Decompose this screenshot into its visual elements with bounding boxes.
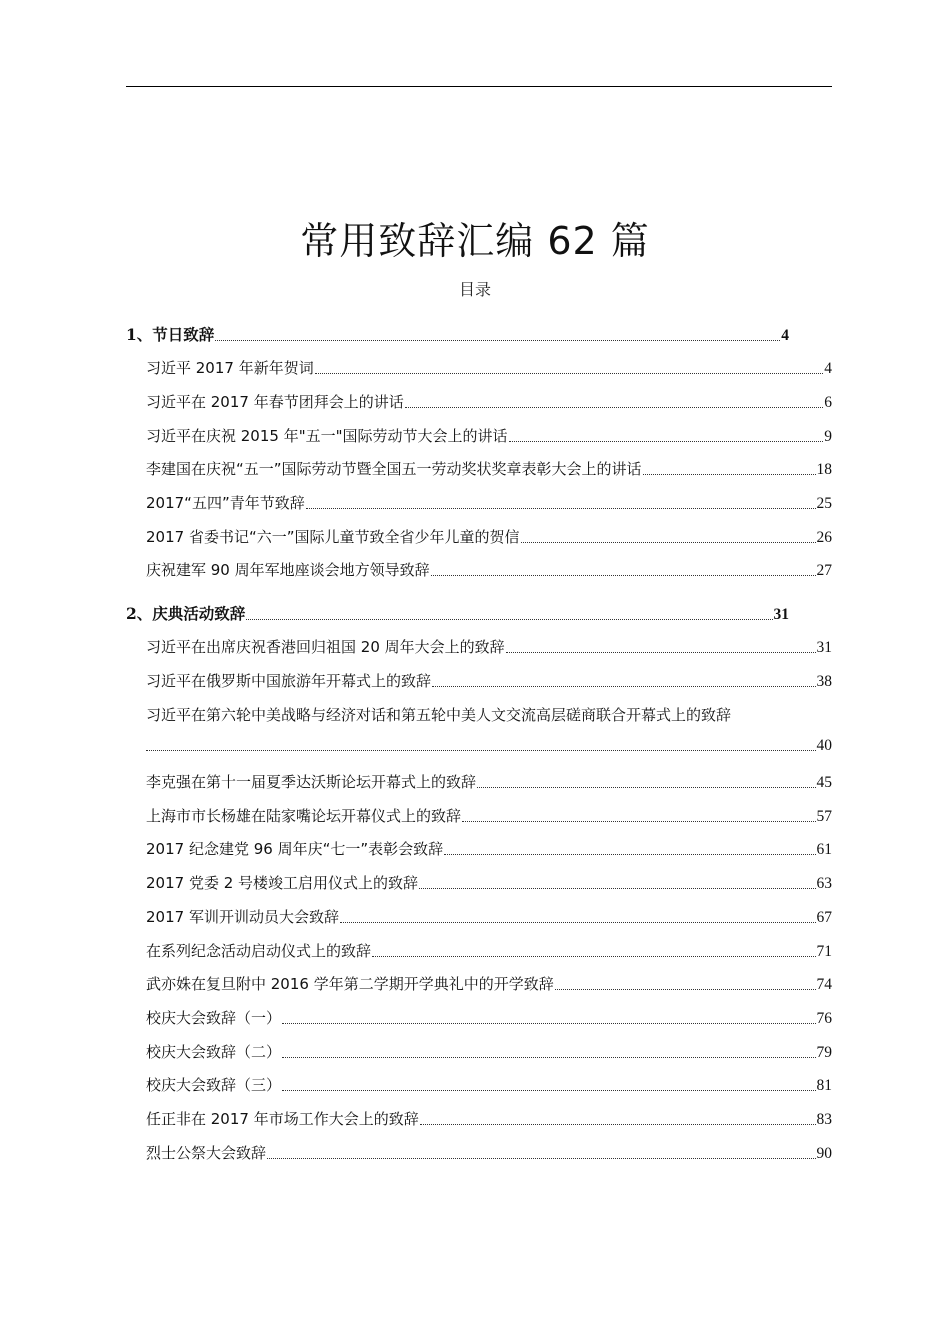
leader-dots xyxy=(509,441,824,442)
toc-page-number: 79 xyxy=(816,1044,832,1061)
toc-entry[interactable] xyxy=(146,492,832,513)
toc-entry-label: 2017 军训开训动员大会致辞 xyxy=(146,908,339,926)
toc-heading: 目录 xyxy=(458,280,491,299)
toc-entry[interactable] xyxy=(146,771,832,792)
toc-entry-label: 习近平 2017 年新年贺词 xyxy=(146,359,314,377)
toc-entry[interactable] xyxy=(146,458,832,479)
toc-page-number: 4 xyxy=(781,327,789,344)
toc-entry-label[interactable]: 习近平在第六轮中美战略与经济对话和第五轮中美人文交流高层磋商联合开幕式上的致辞 xyxy=(146,706,732,724)
toc-entry-label: 2017 纪念建党 96 周年庆“七一”表彰会致辞 xyxy=(146,840,444,858)
header-rule xyxy=(126,86,832,87)
toc-entry-label: 李克强在第十一届夏季达沃斯论坛开幕式上的致辞 xyxy=(146,773,477,791)
leader-dots xyxy=(431,575,816,576)
toc-page-number: 76 xyxy=(816,1010,832,1027)
leader-dots xyxy=(420,1124,816,1125)
document-title: 常用致辞汇编 62 篇 xyxy=(300,219,650,263)
toc-entry[interactable] xyxy=(146,425,832,446)
toc-page-number: 67 xyxy=(816,909,832,926)
toc-page-number: 61 xyxy=(816,841,832,858)
leader-dots xyxy=(521,542,816,543)
toc-entry[interactable] xyxy=(146,1074,832,1095)
toc-entry-label: 校庆大会致辞（二） xyxy=(146,1043,282,1061)
toc-entry-label: 上海市市长杨雄在陆家嘴论坛开幕仪式上的致辞 xyxy=(146,807,462,825)
toc-entry-label: 校庆大会致辞（一） xyxy=(146,1009,282,1027)
toc-page-number: 31 xyxy=(773,606,789,623)
toc-page-number: 57 xyxy=(816,808,832,825)
toc-entry[interactable] xyxy=(146,838,832,859)
toc-section-label: 2、庆典活动致辞 xyxy=(126,604,246,623)
toc-entry-continuation[interactable] xyxy=(146,737,832,755)
toc-page-number: 71 xyxy=(816,943,832,960)
toc-entry[interactable] xyxy=(146,391,832,412)
toc-entry[interactable] xyxy=(146,872,832,893)
toc-entry[interactable] xyxy=(146,1007,832,1028)
leader-dots xyxy=(405,407,824,408)
toc-entry[interactable] xyxy=(146,973,832,994)
toc-entry[interactable] xyxy=(146,1142,832,1163)
toc-page-number: 74 xyxy=(816,976,832,993)
leader-dots xyxy=(215,340,780,341)
toc-page-number: 31 xyxy=(816,639,832,656)
toc-entry-label: 习近平在庆祝 2015 年"五一"国际劳动节大会上的讲话 xyxy=(146,427,508,445)
toc-page-number: 27 xyxy=(816,562,832,579)
toc-entry[interactable] xyxy=(146,1108,832,1129)
toc-entry[interactable] xyxy=(146,526,832,547)
leader-dots xyxy=(246,619,772,620)
toc-entry-label: 武亦姝在复旦附中 2016 学年第二学期开学典礼中的开学致辞 xyxy=(146,975,554,993)
leader-dots xyxy=(146,750,816,751)
leader-dots xyxy=(462,821,815,822)
toc-entry[interactable] xyxy=(146,357,832,378)
toc-page-number: 90 xyxy=(816,1145,832,1162)
leader-dots xyxy=(306,508,816,509)
leader-dots xyxy=(267,1158,815,1159)
toc-entry[interactable] xyxy=(146,1041,832,1062)
leader-dots xyxy=(419,888,815,889)
toc-entry[interactable] xyxy=(146,940,832,961)
toc-page-number: 63 xyxy=(816,875,832,892)
toc-section-1[interactable] xyxy=(126,323,789,345)
toc-page-number: 40 xyxy=(816,737,832,754)
toc-page-number: 26 xyxy=(816,529,832,546)
toc-entry-label: 在系列纪念活动启动仪式上的致辞 xyxy=(146,942,372,960)
leader-dots xyxy=(506,652,816,653)
toc-entry-label: 任正非在 2017 年市场工作大会上的致辞 xyxy=(146,1110,419,1128)
leader-dots xyxy=(282,1023,815,1024)
toc-section-label: 1、节日致辞 xyxy=(126,325,215,344)
toc-page-number: 38 xyxy=(816,673,832,690)
toc-page-number: 81 xyxy=(816,1077,832,1094)
toc-entry-label: 习近平在 2017 年春节团拜会上的讲话 xyxy=(146,393,404,411)
leader-dots xyxy=(643,474,816,475)
toc-page-number: 6 xyxy=(824,394,832,411)
leader-dots xyxy=(315,373,824,374)
leader-dots xyxy=(372,956,815,957)
toc-section-2[interactable] xyxy=(126,602,789,624)
leader-dots xyxy=(282,1090,815,1091)
toc-entry-label: 习近平在俄罗斯中国旅游年开幕式上的致辞 xyxy=(146,672,432,690)
toc-entry-label: 2017 省委书记“六一”国际儿童节致全省少年儿童的贺信 xyxy=(146,528,520,546)
toc-page-number: 83 xyxy=(816,1111,832,1128)
toc-entry-label: 习近平在出席庆祝香港回归祖国 20 周年大会上的致辞 xyxy=(146,638,505,656)
toc-entry-label: 庆祝建军 90 周年军地座谈会地方领导致辞 xyxy=(146,561,430,579)
leader-dots xyxy=(432,686,815,687)
toc-page-number: 45 xyxy=(816,774,832,791)
leader-dots xyxy=(555,989,816,990)
toc-entry[interactable] xyxy=(146,636,832,657)
toc-entry-label: 2017“五四”青年节致辞 xyxy=(146,494,305,512)
toc-page-number: 9 xyxy=(824,428,832,445)
toc-page-number: 25 xyxy=(816,495,832,512)
toc-entry[interactable] xyxy=(146,559,832,580)
toc-page-number: 18 xyxy=(816,461,832,478)
toc-entry-label: 李建国在庆祝“五一”国际劳动节暨全国五一劳动奖状奖章表彰大会上的讲话 xyxy=(146,460,642,478)
leader-dots xyxy=(444,854,815,855)
toc-entry-label: 校庆大会致辞（三） xyxy=(146,1076,282,1094)
leader-dots xyxy=(282,1057,815,1058)
toc-entry[interactable] xyxy=(146,906,832,927)
toc-entry[interactable] xyxy=(146,805,832,826)
leader-dots xyxy=(477,787,815,788)
toc-entry[interactable] xyxy=(146,670,832,691)
toc-entry-label: 2017 党委 2 号楼竣工启用仪式上的致辞 xyxy=(146,874,419,892)
toc-entry-label: 烈士公祭大会致辞 xyxy=(146,1144,267,1162)
toc-page-number: 4 xyxy=(824,360,832,377)
leader-dots xyxy=(340,922,816,923)
